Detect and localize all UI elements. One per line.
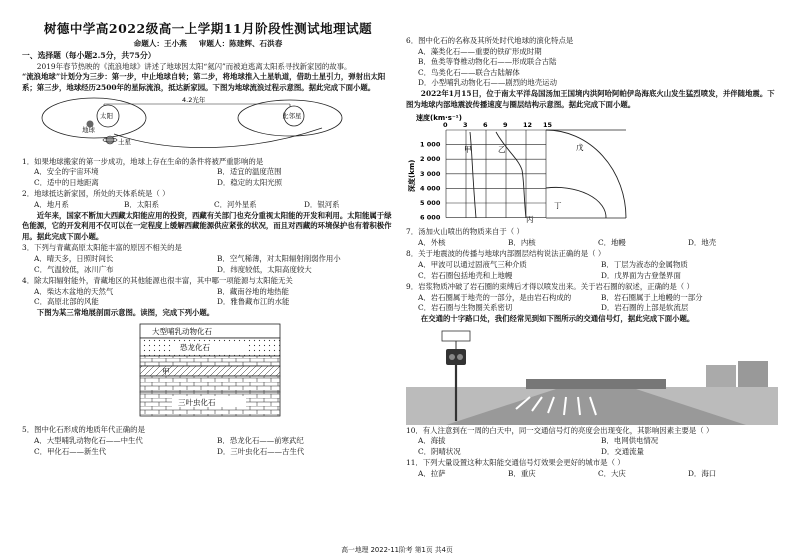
q11-option-a: A．拉萨: [418, 468, 446, 478]
ding-label: 丁: [554, 201, 562, 211]
intro-2: 近年来，国家不断加大西藏太阳能应用的投资，西藏有关部门也充分重视太阳能的开发和利用。太阳能属于绿色能源，它的开发利用不仅可以在一定程度上缓解西藏能源供应紧张的状况，而且对西藏的环境保护也有着积极作用。据此完成下面小题。: [22, 210, 392, 241]
earth-label: 地球: [82, 125, 95, 134]
writer: 命题人：王小燕: [133, 38, 187, 48]
x-tick-label: 3: [463, 121, 468, 130]
y-tick-label: 1 000: [420, 140, 441, 149]
section-heading: 一、选择题（每小题2.5分，共75分）: [22, 51, 156, 61]
wu-label: 戊: [576, 143, 584, 153]
y-tick-label: 4 000: [420, 184, 441, 193]
x-ticks: [443, 121, 553, 129]
solar-panel-icon: [442, 331, 470, 341]
q6-option-d: D．小型哺乳动物化石——剧烈的地壳运动: [418, 78, 557, 88]
q3-option-c: C．气温较低，冰川广布: [34, 264, 114, 274]
q7-options: [406, 238, 778, 249]
q4-option-c: C．高原北部的风能: [34, 297, 99, 307]
q3-options: [22, 254, 394, 275]
q5-option-c: C．甲化石——新生代: [34, 446, 107, 456]
q8-option-c: C．岩石圈包括地壳和上地幔: [418, 270, 513, 280]
q1-option-c: C．适中的日地距离: [34, 177, 99, 187]
q10-option-b: B．电网供电情况: [601, 436, 659, 446]
q11-option-c: C．大庆: [598, 468, 626, 478]
mammal-label: 大型哺乳动物化石: [152, 327, 212, 337]
q7-option-c: C．地幔: [598, 237, 626, 247]
proxima-label: 比邻星: [282, 111, 302, 120]
depth-axis-label: 深度(km): [408, 159, 416, 193]
q8-option-d: D．戊界面为古登堡界面: [601, 270, 681, 280]
q5-option-d: D．三叶虫化石——古生代: [217, 446, 305, 456]
page-title: 树德中学高2022级高一上学期11月阶段性测试地理试题: [43, 21, 373, 36]
x-tick-label: 9: [503, 121, 508, 130]
right-column: [406, 0, 778, 479]
saturn-label: 土星: [118, 137, 131, 146]
q6-option-c: C．鸟类化石——联合古陆解体: [418, 67, 520, 77]
question-6: 6．图中化石的名称及其所处时代地球的演化特点是: [406, 36, 574, 45]
q2-options: [22, 200, 394, 211]
y-ticks: [420, 141, 441, 222]
trilobite-label: 三叶虫化石: [178, 398, 216, 408]
figure-seismic: [406, 110, 778, 226]
q10-options: [406, 436, 778, 457]
intro-1b: “流浪地球”计划分为三步：第一步，中止地球自转；第二步，将地球推入土星轨道，借助土星引力，弹射出太阳系；第三步，地球经历2500年的星际流浪，抵达新家园。下图为地球流浪过程示意图。据此完成下面小题。: [22, 72, 386, 92]
strata-diagram: [22, 318, 394, 424]
y-tick-label: 6 000: [420, 213, 441, 222]
q2-option-b: B．太阳系: [124, 199, 159, 209]
q7-option-b: B．内核: [508, 237, 536, 247]
q8-option-b: B．丁层为液态的金属物质: [601, 259, 688, 269]
question-1: 1．如果地球搬家的第一步成功，地球上存在生命的条件将被严重影响的是: [22, 156, 264, 166]
y-tick-label: 2 000: [420, 155, 441, 164]
jia-label: 甲: [162, 367, 170, 377]
q10-option-a: A．海拔: [418, 436, 446, 446]
question-2: 2．地球抵达新家园，所处的天体系统是（ ）: [22, 189, 170, 199]
question-9: 9．岩浆物质冲破了岩石圈的束缚后才得以喷发出来。关于岩石圈的叙述，正确的是（ ）: [406, 282, 694, 292]
q2-option-d: D．银河系: [304, 199, 340, 209]
q3-option-d: D．纬度较低，太阳高度较大: [217, 264, 312, 274]
q5-options: [22, 436, 394, 457]
bing-label: 丙: [526, 215, 534, 225]
q3-option-a: A．晴天多，日照时间长: [34, 253, 114, 263]
jia-wave-label: 甲: [464, 145, 472, 155]
q11-option-b: B．重庆: [508, 468, 536, 478]
saturn-icon: [106, 136, 114, 144]
intro-1a: 2019年春节热映的《流浪地球》讲述了地球因太阳“氦闪”而被迫逃离太阳系寻找新家园的故事。: [36, 61, 352, 71]
sun-label: 太阳: [100, 111, 113, 120]
speed-axis-label: 速度(km·s⁻¹): [416, 114, 462, 123]
q10-option-d: D．交通流量: [601, 446, 644, 456]
intro-4: 2022年1月15日，位于南太平洋岛国汤加王国境内洪阿哈阿帕伊岛海底火山发生猛烈喷发，并伴随地震。下图为地球内部地震波传播速度与圈层结构示意图。据此完成下面小题。: [406, 88, 775, 109]
q10-option-c: C．阴晴状况: [418, 446, 461, 456]
left-column: [22, 0, 394, 457]
q2-option-c: C．河外星系: [214, 199, 257, 209]
q6-options: [406, 47, 778, 89]
q11-options: [406, 469, 778, 480]
page-footer: 高一地理 2022-11阶考 第1页 共4页: [341, 546, 453, 554]
q7-option-d: D．地壳: [688, 237, 717, 247]
q4-options: [22, 287, 394, 308]
q4-option-d: D．雅鲁藏布江的水能: [217, 297, 290, 307]
traffic-light-photo: [406, 325, 778, 425]
dino-label: 恐龙化石: [180, 343, 210, 353]
x-tick-label: 0: [443, 121, 448, 130]
q7-option-a: A．外核: [418, 237, 446, 247]
yi-wave-label: 乙: [498, 145, 506, 155]
question-4: 4．除太阳辐射能外，青藏地区的其他能源也很丰富，其中哪一项能源与太阳能无关: [22, 276, 293, 286]
q8-option-a: A．甲波可以通过固液气三种介质: [418, 259, 527, 269]
q9-option-d: D．岩石圈的上部是软流层: [601, 303, 689, 313]
earth-journey-diagram: [22, 94, 394, 156]
q9-options: [406, 293, 778, 314]
seismic-diagram: [406, 110, 778, 226]
authors: [22, 39, 394, 50]
q4-option-a: A．柴达木盆地的天然气: [34, 286, 114, 296]
question-3: 3．下列与青藏高原太阳能丰富的原因不相关的是: [22, 243, 182, 253]
question-5: 5．图中化石形成的地质年代正确的是: [22, 425, 145, 435]
q4-option-b: B．藏南谷地的地热能: [217, 286, 289, 296]
y-tick-label: 5 000: [420, 199, 441, 208]
q1-option-a: A．安全的宇宙环境: [34, 167, 99, 177]
x-tick-label: 6: [483, 121, 488, 130]
q1-options: [22, 167, 394, 188]
q3-option-b: B．空气稀薄，对太阳辐射削弱作用小: [217, 253, 341, 263]
q5-option-b: B．恐龙化石——前寒武纪: [217, 436, 304, 446]
y-tick-label: 3 000: [420, 169, 441, 178]
q8-options: [406, 260, 778, 281]
question-7: 7．汤加火山喷出的物质来自于（ ）: [406, 227, 524, 237]
q6-option-a: A．藻类化石——重要的铁矿形成时期: [418, 46, 542, 56]
figure-earth-journey: [22, 94, 394, 156]
reviewer: 审题人：陈建辉、石洪春: [198, 38, 283, 48]
question-8: 8．关于地震波的传播与地球内部圈层结构说法正确的是（ ）: [406, 249, 606, 259]
q9-option-a: A．岩石圈属于地壳的一部分，是由岩石构成的: [418, 292, 572, 302]
q9-option-b: B．岩石圈属于上地幔的一部分: [601, 292, 703, 302]
q6-option-b: B．鱼类等脊椎动物化石——形成联合古陆: [418, 57, 557, 67]
intro-5: 在交通的十字路口处，我们经常见到如下图所示的交通信号灯，据此完成下面小题。: [420, 313, 695, 323]
q1-option-d: D．稳定的太阳光照: [217, 177, 283, 187]
q5-option-a: A．大型哺乳动物化石——中生代: [34, 436, 143, 446]
distance-label: 4.2光年: [182, 95, 206, 104]
q9-option-c: C．岩石圈与生物圈关系密切: [418, 303, 513, 313]
intro-3: 下图为某三常地展剖面示意图。读图，完成下列小题。: [36, 307, 215, 317]
x-tick-label: 12: [523, 121, 533, 130]
question-10: 10．有人注意到在一周的白天中，同一交通信号灯的亮度会出现变化，其影响因素主要是（ ）: [406, 425, 714, 435]
figure-strata: [22, 318, 394, 424]
grid: [446, 130, 546, 218]
q2-option-a: A．地月系: [34, 199, 69, 209]
figure-traffic-light: [406, 325, 778, 425]
q1-option-b: B．适宜的温度范围: [217, 167, 282, 177]
x-tick-label: 15: [543, 121, 553, 130]
question-11: 11．下列大量设置这种太阳能交通信号灯效果会更好的城市是（ ）: [406, 458, 625, 468]
q11-option-d: D．海口: [688, 468, 717, 478]
